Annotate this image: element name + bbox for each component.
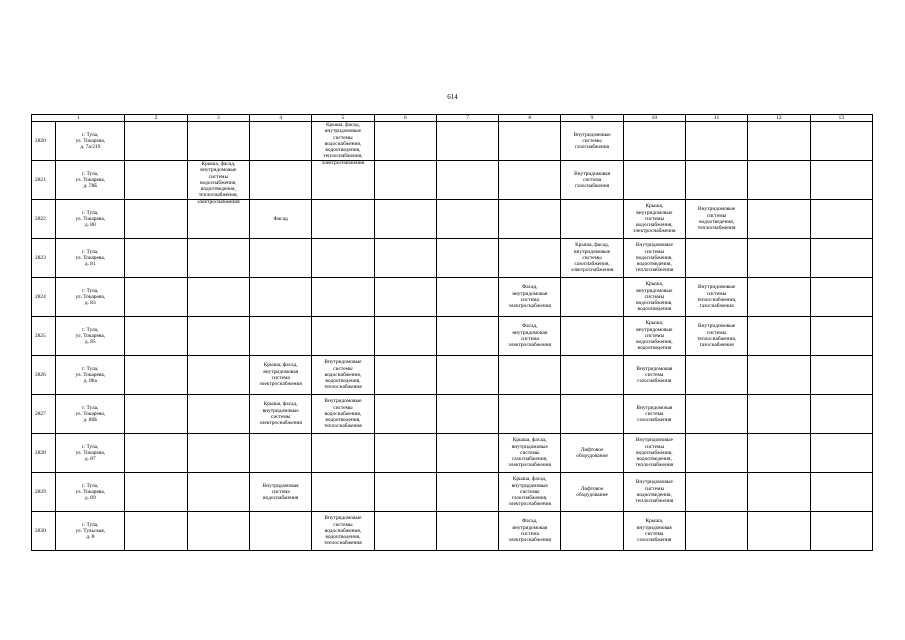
work-cell xyxy=(623,239,685,278)
work-cell xyxy=(499,395,561,434)
work-cell-text: Крыша, фасад, внутридомовые системы электроснабжения xyxy=(259,401,302,427)
column-header: 12 xyxy=(748,115,810,122)
work-cell-text: Внутридомовая система водоснабжения xyxy=(262,482,299,502)
work-cell xyxy=(436,161,498,200)
work-cell xyxy=(187,161,249,205)
row-number: 2827 xyxy=(32,395,56,434)
address-cell xyxy=(56,473,125,512)
work-cell xyxy=(374,278,436,317)
work-cell-text: Внутридомовые системы теплоснабжения, газоснабжения xyxy=(697,284,737,310)
work-cell-text: Фасад, внутридомовая система электроснабжения xyxy=(508,518,551,544)
work-cell xyxy=(499,278,561,317)
table-row xyxy=(32,356,873,395)
address-cell xyxy=(56,317,125,356)
work-cell xyxy=(436,278,498,317)
address-cell-text: г. Тула, ул. Токарева, д. 7а/219 xyxy=(75,131,106,151)
work-cell xyxy=(499,512,561,551)
address-cell-text: г. Тула, ул. Токарева, д. 86Б xyxy=(75,404,106,424)
work-cell xyxy=(561,512,623,551)
column-header: 11 xyxy=(685,115,747,122)
work-cell xyxy=(312,395,374,434)
work-cell xyxy=(436,434,498,473)
work-cell xyxy=(125,434,187,473)
work-cell xyxy=(561,161,623,200)
column-header: 3 xyxy=(187,115,249,122)
work-cell xyxy=(374,200,436,239)
work-cell xyxy=(125,161,187,200)
address-cell-text: г. Тула, ул. Токарева, д. 80 xyxy=(75,209,106,229)
work-cell xyxy=(685,395,747,434)
work-cell xyxy=(685,278,747,317)
row-number: 2824 xyxy=(32,278,56,317)
work-cell xyxy=(810,434,872,473)
repair-schedule-table xyxy=(31,114,873,551)
work-cell xyxy=(187,473,249,512)
work-cell-text: Внутридомовые системы водоотведения, теплоснабжения xyxy=(697,206,736,232)
work-cell xyxy=(187,239,249,278)
work-cell xyxy=(748,317,810,356)
work-cell xyxy=(499,434,561,473)
row-number: 2822 xyxy=(32,200,56,239)
row-number: 2826 xyxy=(32,356,56,395)
work-cell xyxy=(685,200,747,239)
work-cell xyxy=(623,434,685,473)
work-cell xyxy=(250,512,312,551)
address-cell-text: г. Тула, ул. Тульская, д. 8 xyxy=(75,521,106,541)
work-cell xyxy=(187,434,249,473)
work-cell xyxy=(810,395,872,434)
work-cell xyxy=(499,473,561,512)
work-cell xyxy=(748,200,810,239)
work-cell xyxy=(312,473,374,512)
address-cell-text: г. Тула, ул. Токарева, д. 81 xyxy=(75,248,106,268)
work-cell-text: Крыша, фасад, внутридомовые системы газоснабжения, электроснабжения xyxy=(570,242,614,274)
work-cell-text: Внутридомовые системы водоснабжения, водоотведения, теплоснабжения xyxy=(324,515,362,547)
work-cell xyxy=(499,200,561,239)
work-cell xyxy=(685,317,747,356)
work-cell xyxy=(374,512,436,551)
work-cell xyxy=(250,239,312,278)
work-cell-text: Внутридомовые системы газоснабжения xyxy=(573,131,611,151)
work-cell xyxy=(125,395,187,434)
work-cell xyxy=(312,161,374,200)
column-header: 6 xyxy=(374,115,436,122)
work-cell-text: Внутридомовая система газоснабжения xyxy=(636,404,673,424)
work-cell xyxy=(748,395,810,434)
work-cell xyxy=(810,317,872,356)
work-cell-text: Фасад, внутридомовая система электроснабжения xyxy=(508,284,551,310)
work-cell xyxy=(125,239,187,278)
work-cell xyxy=(250,473,312,512)
work-cell xyxy=(436,512,498,551)
address-cell-text: г. Тула, ул. Токарева, д. 87 xyxy=(75,443,106,463)
work-cell xyxy=(436,356,498,395)
work-cell xyxy=(499,356,561,395)
work-cell xyxy=(250,356,312,395)
column-header: 10 xyxy=(623,115,685,122)
work-cell xyxy=(685,473,747,512)
table-row xyxy=(32,200,873,239)
work-cell xyxy=(250,200,312,239)
address-cell xyxy=(56,395,125,434)
work-cell xyxy=(374,395,436,434)
work-cell xyxy=(623,473,685,512)
work-cell xyxy=(561,395,623,434)
address-cell xyxy=(56,434,125,473)
work-cell xyxy=(499,317,561,356)
work-cell xyxy=(125,512,187,551)
work-cell xyxy=(748,278,810,317)
column-header: 4 xyxy=(250,115,312,122)
work-cell-text: Крыша, фасад, внутридомовые системы водоснабжения, водоотведения, теплоснабжения, электроснабжения xyxy=(321,122,365,166)
work-cell xyxy=(312,434,374,473)
work-cell xyxy=(250,317,312,356)
work-cell-text: Внутридомовые системы водоотведения, теплоснабжения xyxy=(635,479,674,505)
work-cell-text: Крыша, внутридомовая система газоснабжения xyxy=(636,518,672,544)
work-cell-text: Лифтовое оборудование xyxy=(576,446,608,459)
address-cell-text: г. Тула, ул. Токарева, д. 78Б xyxy=(75,170,106,190)
work-cell xyxy=(374,473,436,512)
table-row xyxy=(32,161,873,200)
work-cell xyxy=(623,317,685,356)
table-row xyxy=(32,239,873,278)
work-cell xyxy=(561,434,623,473)
table-row xyxy=(32,473,873,512)
table-body xyxy=(32,115,873,551)
work-cell xyxy=(187,200,249,239)
work-cell xyxy=(623,356,685,395)
work-cell xyxy=(748,434,810,473)
work-cell xyxy=(125,317,187,356)
work-cell-text: Внутридомовые системы теплоснабжения, газоснабжения xyxy=(697,323,737,349)
work-cell-text: Внутридомовые системы водоснабжения, водоотведения, теплоснабжения xyxy=(635,242,674,274)
column-header: 8 xyxy=(499,115,561,122)
address-cell xyxy=(56,356,125,395)
work-cell-text: Внутридомовые системы водоснабжения, водоотведения, теплоснабжения xyxy=(324,359,362,391)
work-cell xyxy=(685,239,747,278)
work-cell-text: Внутридомовые системы водоснабжения, водоотведения, теплоснабжения xyxy=(635,437,674,469)
work-cell xyxy=(623,278,685,317)
address-cell xyxy=(56,200,125,239)
work-cell-text: Внутридомовая система газоснабжения xyxy=(574,170,611,190)
row-number: 2825 xyxy=(32,317,56,356)
address-cell xyxy=(56,122,125,161)
work-cell-text: Крыша, внутридомовые системы водоснабжения, электроснабжения xyxy=(633,203,676,235)
column-header: 2 xyxy=(125,115,187,122)
work-cell-text: Внутридомовые системы водоснабжения, водоотведения, теплоснабжения xyxy=(324,398,362,430)
work-cell xyxy=(436,473,498,512)
work-cell xyxy=(187,122,249,161)
work-cell xyxy=(250,161,312,200)
row-number: 2830 xyxy=(32,512,56,551)
work-cell xyxy=(312,356,374,395)
work-cell xyxy=(623,512,685,551)
work-cell xyxy=(561,473,623,512)
work-cell-text: Крыша, внутридомовые системы водоснабжения, водоотведения xyxy=(636,281,673,313)
header-row xyxy=(32,115,873,122)
work-cell xyxy=(374,161,436,200)
work-cell xyxy=(250,278,312,317)
work-cell-text: Крыша, фасад, внутридомовые системы газоснабжения, электроснабжения xyxy=(508,476,551,508)
work-cell xyxy=(312,278,374,317)
work-cell xyxy=(436,122,498,161)
table-row xyxy=(32,317,873,356)
table-row xyxy=(32,122,873,161)
work-cell xyxy=(810,278,872,317)
work-cell xyxy=(250,434,312,473)
work-cell xyxy=(561,239,623,278)
work-cell xyxy=(436,239,498,278)
address-cell-text: г. Тула, ул. Токарева, д. 89 xyxy=(75,482,106,502)
address-cell xyxy=(56,161,125,200)
work-cell-text: Фасад xyxy=(273,215,288,222)
work-cell xyxy=(499,239,561,278)
work-cell xyxy=(810,161,872,200)
row-number: 2820 xyxy=(32,122,56,161)
address-cell xyxy=(56,239,125,278)
work-cell xyxy=(125,473,187,512)
table-row xyxy=(32,278,873,317)
work-cell xyxy=(187,317,249,356)
work-cell xyxy=(685,356,747,395)
column-header: 7 xyxy=(436,115,498,122)
work-cell xyxy=(561,122,623,161)
work-cell xyxy=(374,239,436,278)
work-cell xyxy=(374,122,436,161)
work-cell xyxy=(125,122,187,161)
work-cell xyxy=(374,356,436,395)
work-cell xyxy=(561,356,623,395)
work-cell xyxy=(810,200,872,239)
work-cell xyxy=(187,278,249,317)
work-cell xyxy=(374,317,436,356)
work-cell-text: Крыша, внутридомовые системы водоснабжения, водоотведения xyxy=(636,320,673,352)
work-cell xyxy=(623,395,685,434)
table-row xyxy=(32,512,873,551)
work-cell xyxy=(312,512,374,551)
work-cell xyxy=(623,122,685,161)
work-cell xyxy=(499,122,561,161)
work-cell xyxy=(561,200,623,239)
work-cell xyxy=(125,278,187,317)
work-cell xyxy=(250,122,312,161)
work-cell xyxy=(685,122,747,161)
work-cell-text: Крыша, фасад, внутридомовые системы газоснабжения, электроснабжения xyxy=(508,437,551,469)
work-cell xyxy=(685,512,747,551)
work-cell xyxy=(748,161,810,200)
work-cell xyxy=(187,395,249,434)
work-cell-text: Лифтовое оборудование xyxy=(576,485,608,498)
work-cell xyxy=(561,317,623,356)
work-cell xyxy=(748,122,810,161)
work-cell xyxy=(312,239,374,278)
column-header: 1 xyxy=(32,115,125,122)
work-cell xyxy=(748,239,810,278)
row-number: 2828 xyxy=(32,434,56,473)
work-cell-text: Крыша, фасад, внутридомовые системы водоснабжения, водоотведения, теплоснабжения, электроснабжения xyxy=(197,161,240,205)
work-cell xyxy=(374,434,436,473)
work-cell xyxy=(125,356,187,395)
work-cell xyxy=(187,356,249,395)
column-header: 5 xyxy=(312,115,374,122)
work-cell xyxy=(810,239,872,278)
work-cell xyxy=(748,473,810,512)
work-cell xyxy=(561,278,623,317)
work-cell xyxy=(312,122,374,166)
work-cell xyxy=(499,161,561,200)
address-cell xyxy=(56,512,125,551)
work-cell xyxy=(623,200,685,239)
work-cell xyxy=(187,512,249,551)
work-cell xyxy=(748,356,810,395)
table-row xyxy=(32,395,873,434)
page-number: 614 xyxy=(447,93,458,101)
work-cell xyxy=(436,200,498,239)
work-cell-text: Внутридомовая система газоснабжения xyxy=(636,365,673,385)
work-cell xyxy=(748,512,810,551)
work-cell-text: Фасад, внутридомовая система электроснабжения xyxy=(508,323,551,349)
work-cell xyxy=(312,317,374,356)
work-cell xyxy=(125,200,187,239)
work-cell xyxy=(685,434,747,473)
work-cell xyxy=(810,512,872,551)
column-header: 13 xyxy=(810,115,872,122)
work-cell xyxy=(436,395,498,434)
work-cell xyxy=(250,395,312,434)
work-cell xyxy=(685,161,747,200)
address-cell-text: г. Тула, ул. Токарева, д. 85 xyxy=(75,326,106,346)
work-cell-text: Крыша, фасад, внутридомовая система электроснабжения xyxy=(259,362,302,388)
row-number: 2823 xyxy=(32,239,56,278)
work-cell xyxy=(810,356,872,395)
address-cell xyxy=(56,278,125,317)
table-row xyxy=(32,434,873,473)
work-cell xyxy=(623,161,685,200)
address-cell-text: г. Тула, ул. Токарева, д. 83 xyxy=(75,287,106,307)
row-number: 2821 xyxy=(32,161,56,200)
address-cell-text: г. Тула, ул. Токарева, д. 86а xyxy=(75,365,106,385)
work-cell xyxy=(810,122,872,161)
column-header: 9 xyxy=(561,115,623,122)
work-cell xyxy=(312,200,374,239)
work-cell xyxy=(436,317,498,356)
work-cell xyxy=(810,473,872,512)
row-number: 2829 xyxy=(32,473,56,512)
